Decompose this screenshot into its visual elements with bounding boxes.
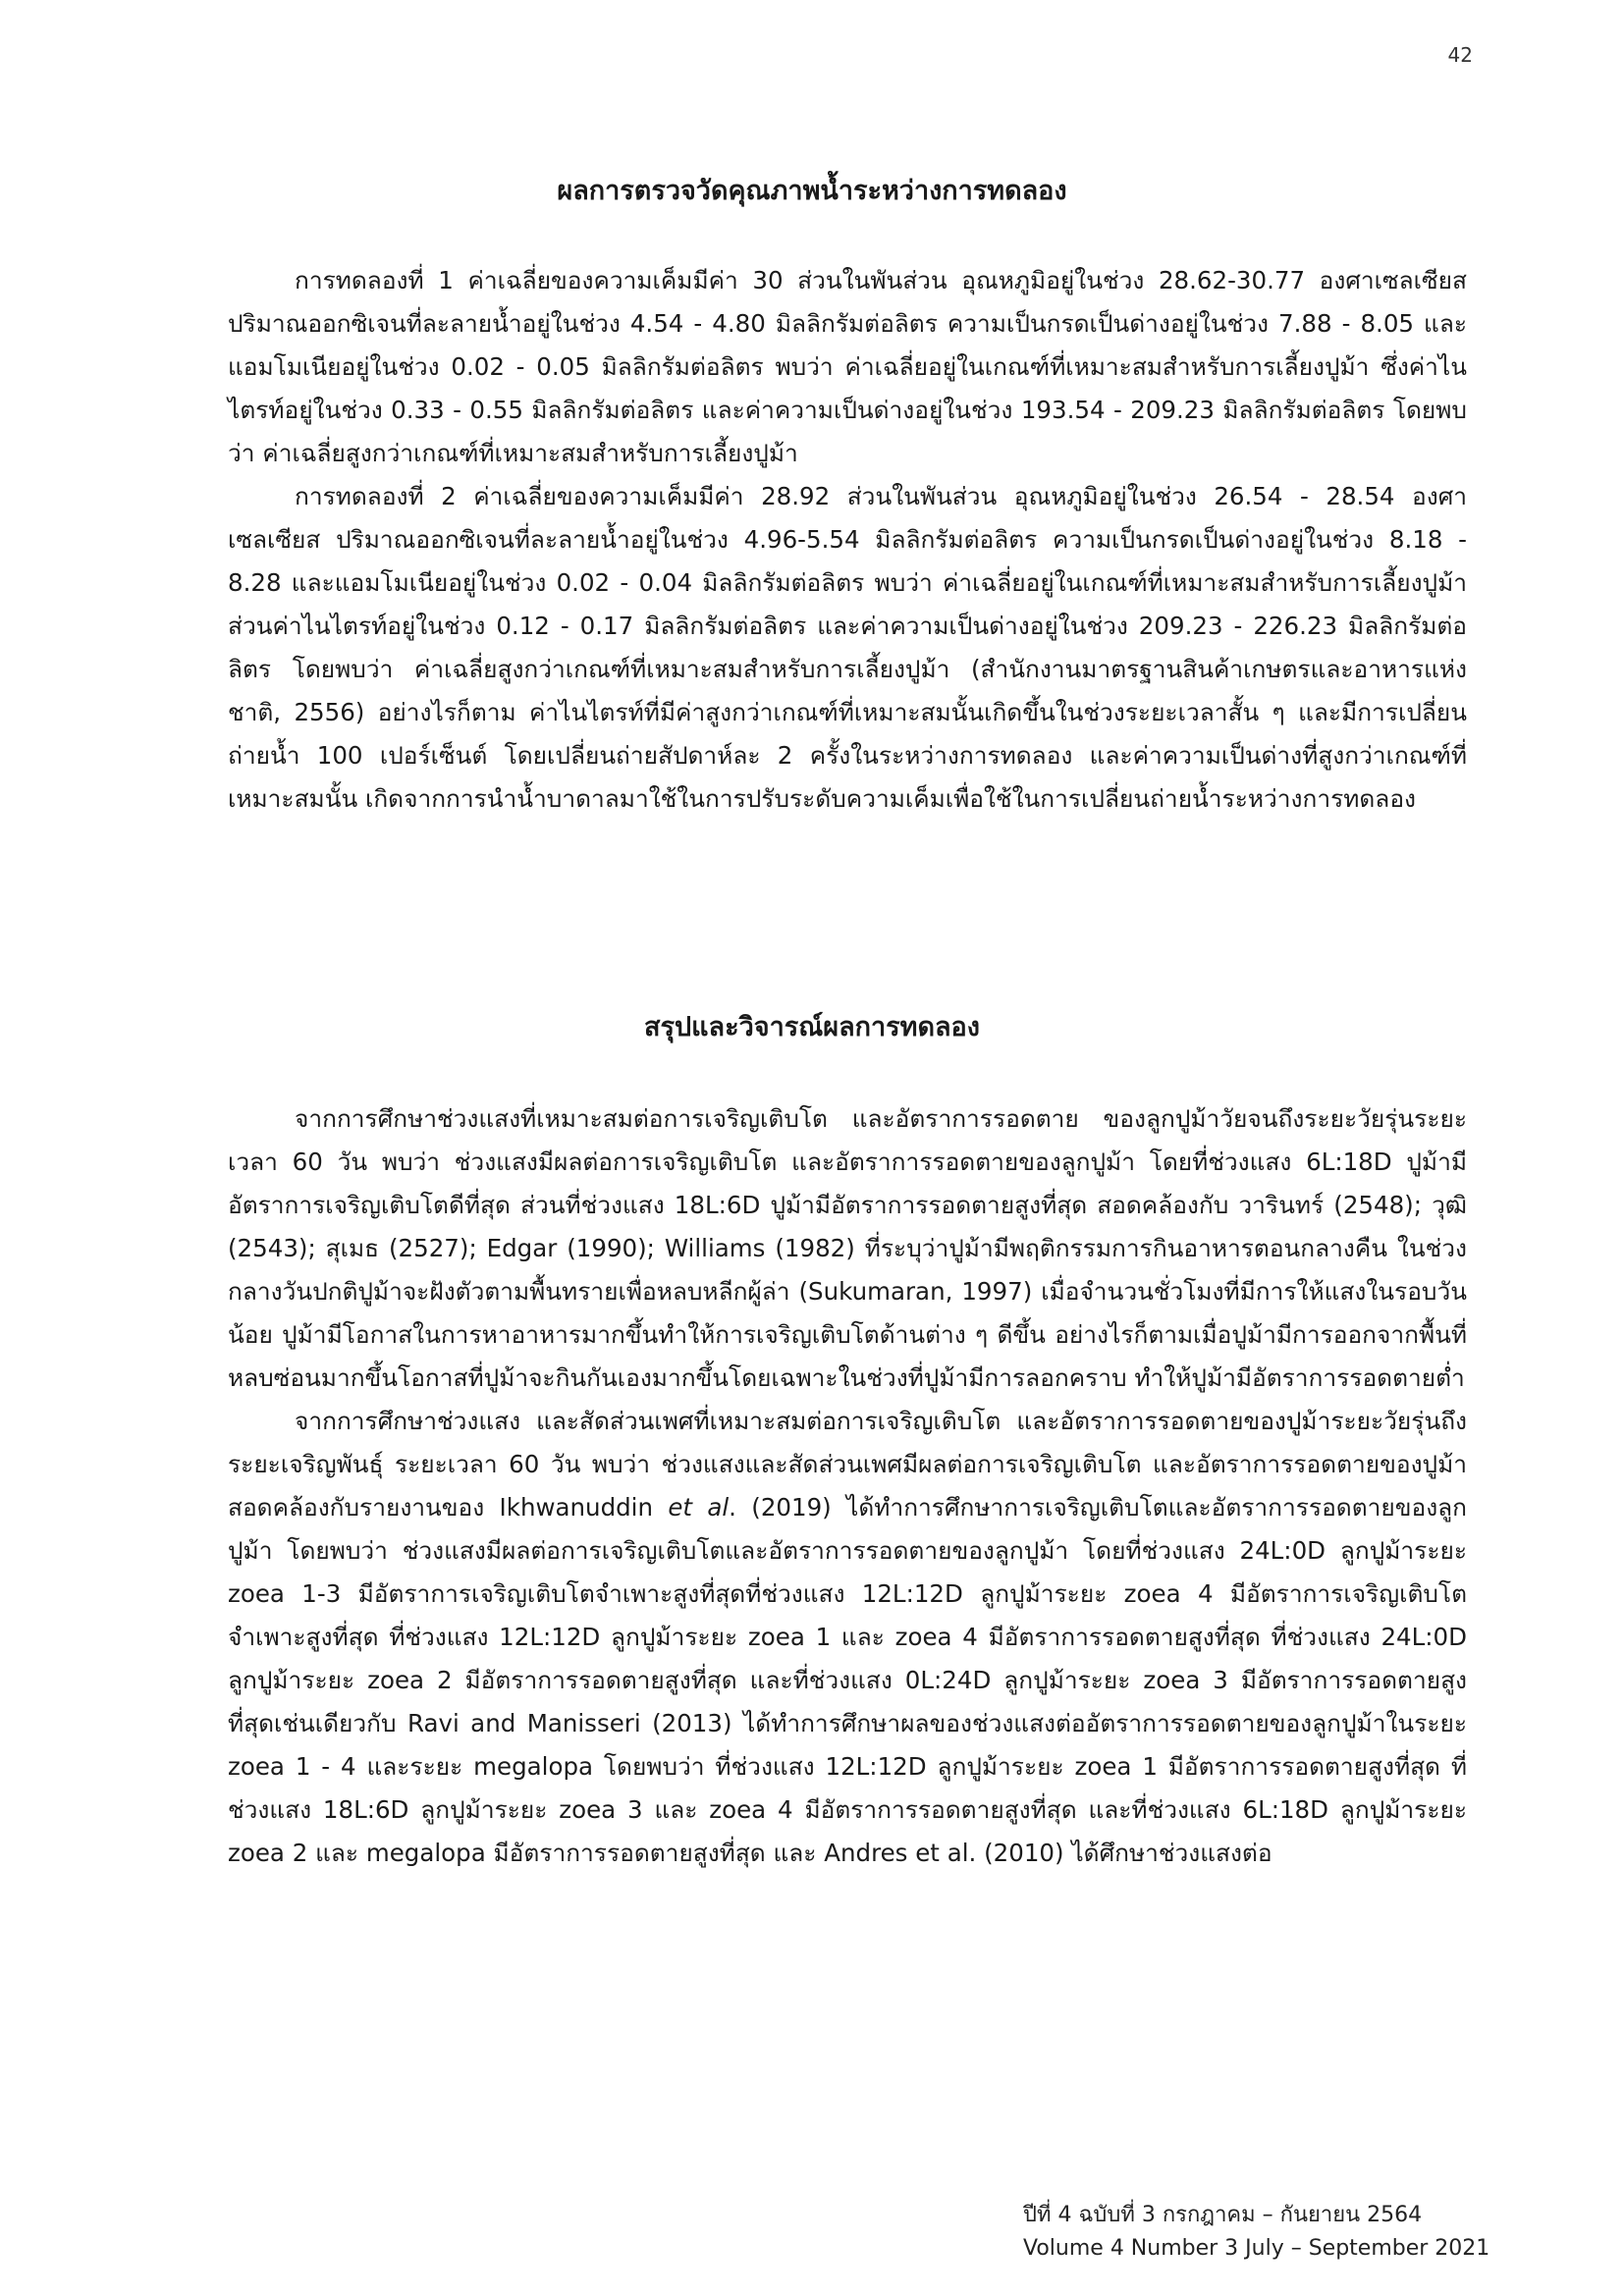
section-heading-water-quality: ผลการตรวจวัดคุณภาพน้ำระหว่างการทดลอง: [557, 176, 1067, 206]
paragraph-text-part: . (2019) ได้ทำการศึกษาการเจริญเติบโตและอัตราการรอดตายของลูกปูม้า โดยพบว่า ช่วงแสงมีผลต่อการเจริญเติบโตและอัตราการรอดตายของลูกปูม้า โดยที่ช่วงแสง 24L:0D ลูกปูม้าระยะ zoea 1-3 มีอัตราการเจริญเติบโตจำเพาะสูงที่สุดที่ช่วงแสง 12L:12D ลูกปูม้าระยะ zoea 4 มีอัตราการเจริญเติบโตจำเพาะสูงที่สุด ที่ช่วงแสง 12L:12D ลูกปูม้าระยะ zoea 1 และ zoea 4 มีอัตราการรอดตายสูงที่สุด ที่ช่วงแสง 24L:0D ลูกปูม้าระยะ zoea 2 มีอัตราการรอดตายสูงที่สุด และที่ช่วงแสง 0L:24D ลูกปูม้าระยะ zoea 3 มีอัตราการรอดตายสูงที่สุดเช่นเดียวกับ Ravi and Manisseri (2013) ได้ทำการศึกษาผลของช่วงแสงต่ออัตราการรอดตายของลูกปูม้าในระยะ zoea 1 - 4 และระยะ megalopa โดยพบว่า ที่ช่วงแสง 12L:12D ลูกปูม้าระยะ zoea 1 มีอัตราการรอดตายสูงที่สุด ที่ช่วงแสง 18L:6D ลูกปูม้าระยะ zoea 3 และ zoea 4 มีอัตราการรอดตายสูงที่สุด และที่ช่วงแสง 6L:18D ลูกปูม้าระยะ zoea 2 และ megalopa มีอัตราการรอดตายสูงที่สุด และ Andres et al. (2010) ได้ศึกษาช่วงแสงต่อ: [228, 1493, 1467, 1867]
paragraph-conclusion-1: จากการศึกษาช่วงแสงที่เหมาะสมต่อการเจริญเติบโต และอัตราการรอดตาย ของลูกปูม้าวัยจนถึงระยะวัยรุ่นระยะเวลา 60 วัน พบว่า ช่วงแสงมีผลต่อการเจริญเติบโต และอัตราการรอดตายของลูกปูม้า โดยที่ช่วงแสง 6L:18D ปูม้ามีอัตราการเจริญเติบโตดีที่สุด ส่วนที่ช่วงแสง 18L:6D ปูม้ามีอัตราการรอดตายสูงที่สุด สอดคล้องกับ วารินทร์ (2548); วุฒิ (2543); สุเมธ (2527); Edgar (1990); Williams (1982) ที่ระบุว่าปูม้ามีพฤติกรรมการกินอาหารตอนกลางคืน ในช่วงกลางวันปกติปูม้าจะฝังตัวตามพื้นทรายเพื่อหลบหลีกผู้ล่า (Sukumaran, 1997) เมื่อจำนวนชั่วโมงที่มีการให้แสงในรอบวันน้อย ปูม้ามีโอกาสในการหาอาหารมากขึ้นทำให้การเจริญเติบโตด้านต่าง ๆ ดีขึ้น อย่างไรก็ตามเมื่อปูม้ามีการออกจากพื้นที่หลบซ่อนมากขึ้นโอกาสที่ปูม้าจะกินกันเองมากขึ้นโดยเฉพาะในช่วงที่ปูม้ามีการลอกคราบ ทำให้ปูม้ามีอัตราการรอดตายต่ำ: [228, 1104, 1467, 1392]
section-heading-conclusion: สรุปและวิจารณ์ผลการทดลอง: [644, 1012, 980, 1042]
footer-thai-issue: ปีที่ 4 ฉบับที่ 3 กรกฎาคม – กันยายน 2564: [1023, 2203, 1423, 2227]
page-number: 42: [1447, 43, 1473, 67]
paragraph-text-part: จากการศึกษาช่วงแสง และสัดส่วนเพศที่เหมาะสมต่อการเจริญเติบโต และอัตราการรอดตายของปูม้าระยะวัยรุ่นถึงระยะเจริญพันธุ์ ระยะเวลา 60 วัน พบว่า ช่วงแสงและสัดส่วนเพศมีผลต่อการเจริญเติบโต และอัตราการรอดตายของปูม้า สอดคล้องกับรายงานของ Ikhwanuddin: [228, 1407, 1467, 1522]
paragraph-experiment-2: การทดลองที่ 2 ค่าเฉลี่ยของความเค็มมีค่า 28.92 ส่วนในพันส่วน อุณหภูมิอยู่ในช่วง 26.54 - 28.54 องศาเซลเซียส ปริมาณออกซิเจนที่ละลายน้ำอยู่ในช่วง 4.96-5.54 มิลลิกรัมต่อลิตร ความเป็นกรดเป็นด่างอยู่ในช่วง 8.18 - 8.28 และแอมโมเนียอยู่ในช่วง 0.02 - 0.04 มิลลิกรัมต่อลิตร พบว่า ค่าเฉลี่ยอยู่ในเกณฑ์ที่เหมาะสมสำหรับการเลี้ยงปูม้า ส่วนค่าไนไตรท์อยู่ในช่วง 0.12 - 0.17 มิลลิกรัมต่อลิตร และค่าความเป็นด่างอยู่ในช่วง 209.23 - 226.23 มิลลิกรัมต่อลิตร โดยพบว่า ค่าเฉลี่ยสูงกว่าเกณฑ์ที่เหมาะสมสำหรับการเลี้ยงปูม้า (สำนักงานมาตรฐานสินค้าเกษตรและอาหารแห่งชาติ, 2556) อย่างไรก็ตาม ค่าไนไตรท์ที่มีค่าสูงกว่าเกณฑ์ที่เหมาะสมนั้นเกิดขึ้นในช่วงระยะเวลาสั้น ๆ และมีการเปลี่ยนถ่ายน้ำ 100 เปอร์เซ็นต์ โดยเปลี่ยนถ่ายสัปดาห์ละ 2 ครั้งในระหว่างการทดลอง และค่าความเป็นด่างที่สูงกว่าเกณฑ์ที่เหมาะสมนั้น เกิดจากการนำน้ำบาดาลมาใช้ในการปรับระดับความเค็มเพื่อใช้ในการเปลี่ยนถ่ายน้ำระหว่างการทดลอง: [228, 482, 1467, 813]
footer-english-issue: Volume 4 Number 3 July – September 2021: [1023, 2236, 1490, 2261]
journal-footer: [1023, 2199, 1489, 2266]
paragraph-experiment-1: การทดลองที่ 1 ค่าเฉลี่ยของความเค็มมีค่า 30 ส่วนในพันส่วน อุณหภูมิอยู่ในช่วง 28.62-30.77 องศาเซลเซียส ปริมาณออกซิเจนที่ละลายน้ำอยู่ในช่วง 4.54 - 4.80 มิลลิกรัมต่อลิตร ความเป็นกรดเป็นด่างอยู่ในช่วง 7.88 - 8.05 และแอมโมเนียอยู่ในช่วง 0.02 - 0.05 มิลลิกรัมต่อลิตร พบว่า ค่าเฉลี่ยอยู่ในเกณฑ์ที่เหมาะสมสำหรับการเลี้ยงปูม้า ซึ่งค่าไนไตรท์อยู่ในช่วง 0.33 - 0.55 มิลลิกรัมต่อลิตร และค่าความเป็นด่างอยู่ในช่วง 193.54 - 209.23 มิลลิกรัมต่อลิตร โดยพบว่า ค่าเฉลี่ยสูงกว่าเกณฑ์ที่เหมาะสมสำหรับการเลี้ยงปูม้า: [228, 266, 1467, 467]
paragraph-conclusion-2: [228, 1400, 1467, 1875]
section-body-conclusion: [228, 1097, 1467, 1875]
section-body-water-quality: [228, 259, 1467, 821]
italic-citation-text: et al: [668, 1493, 730, 1522]
